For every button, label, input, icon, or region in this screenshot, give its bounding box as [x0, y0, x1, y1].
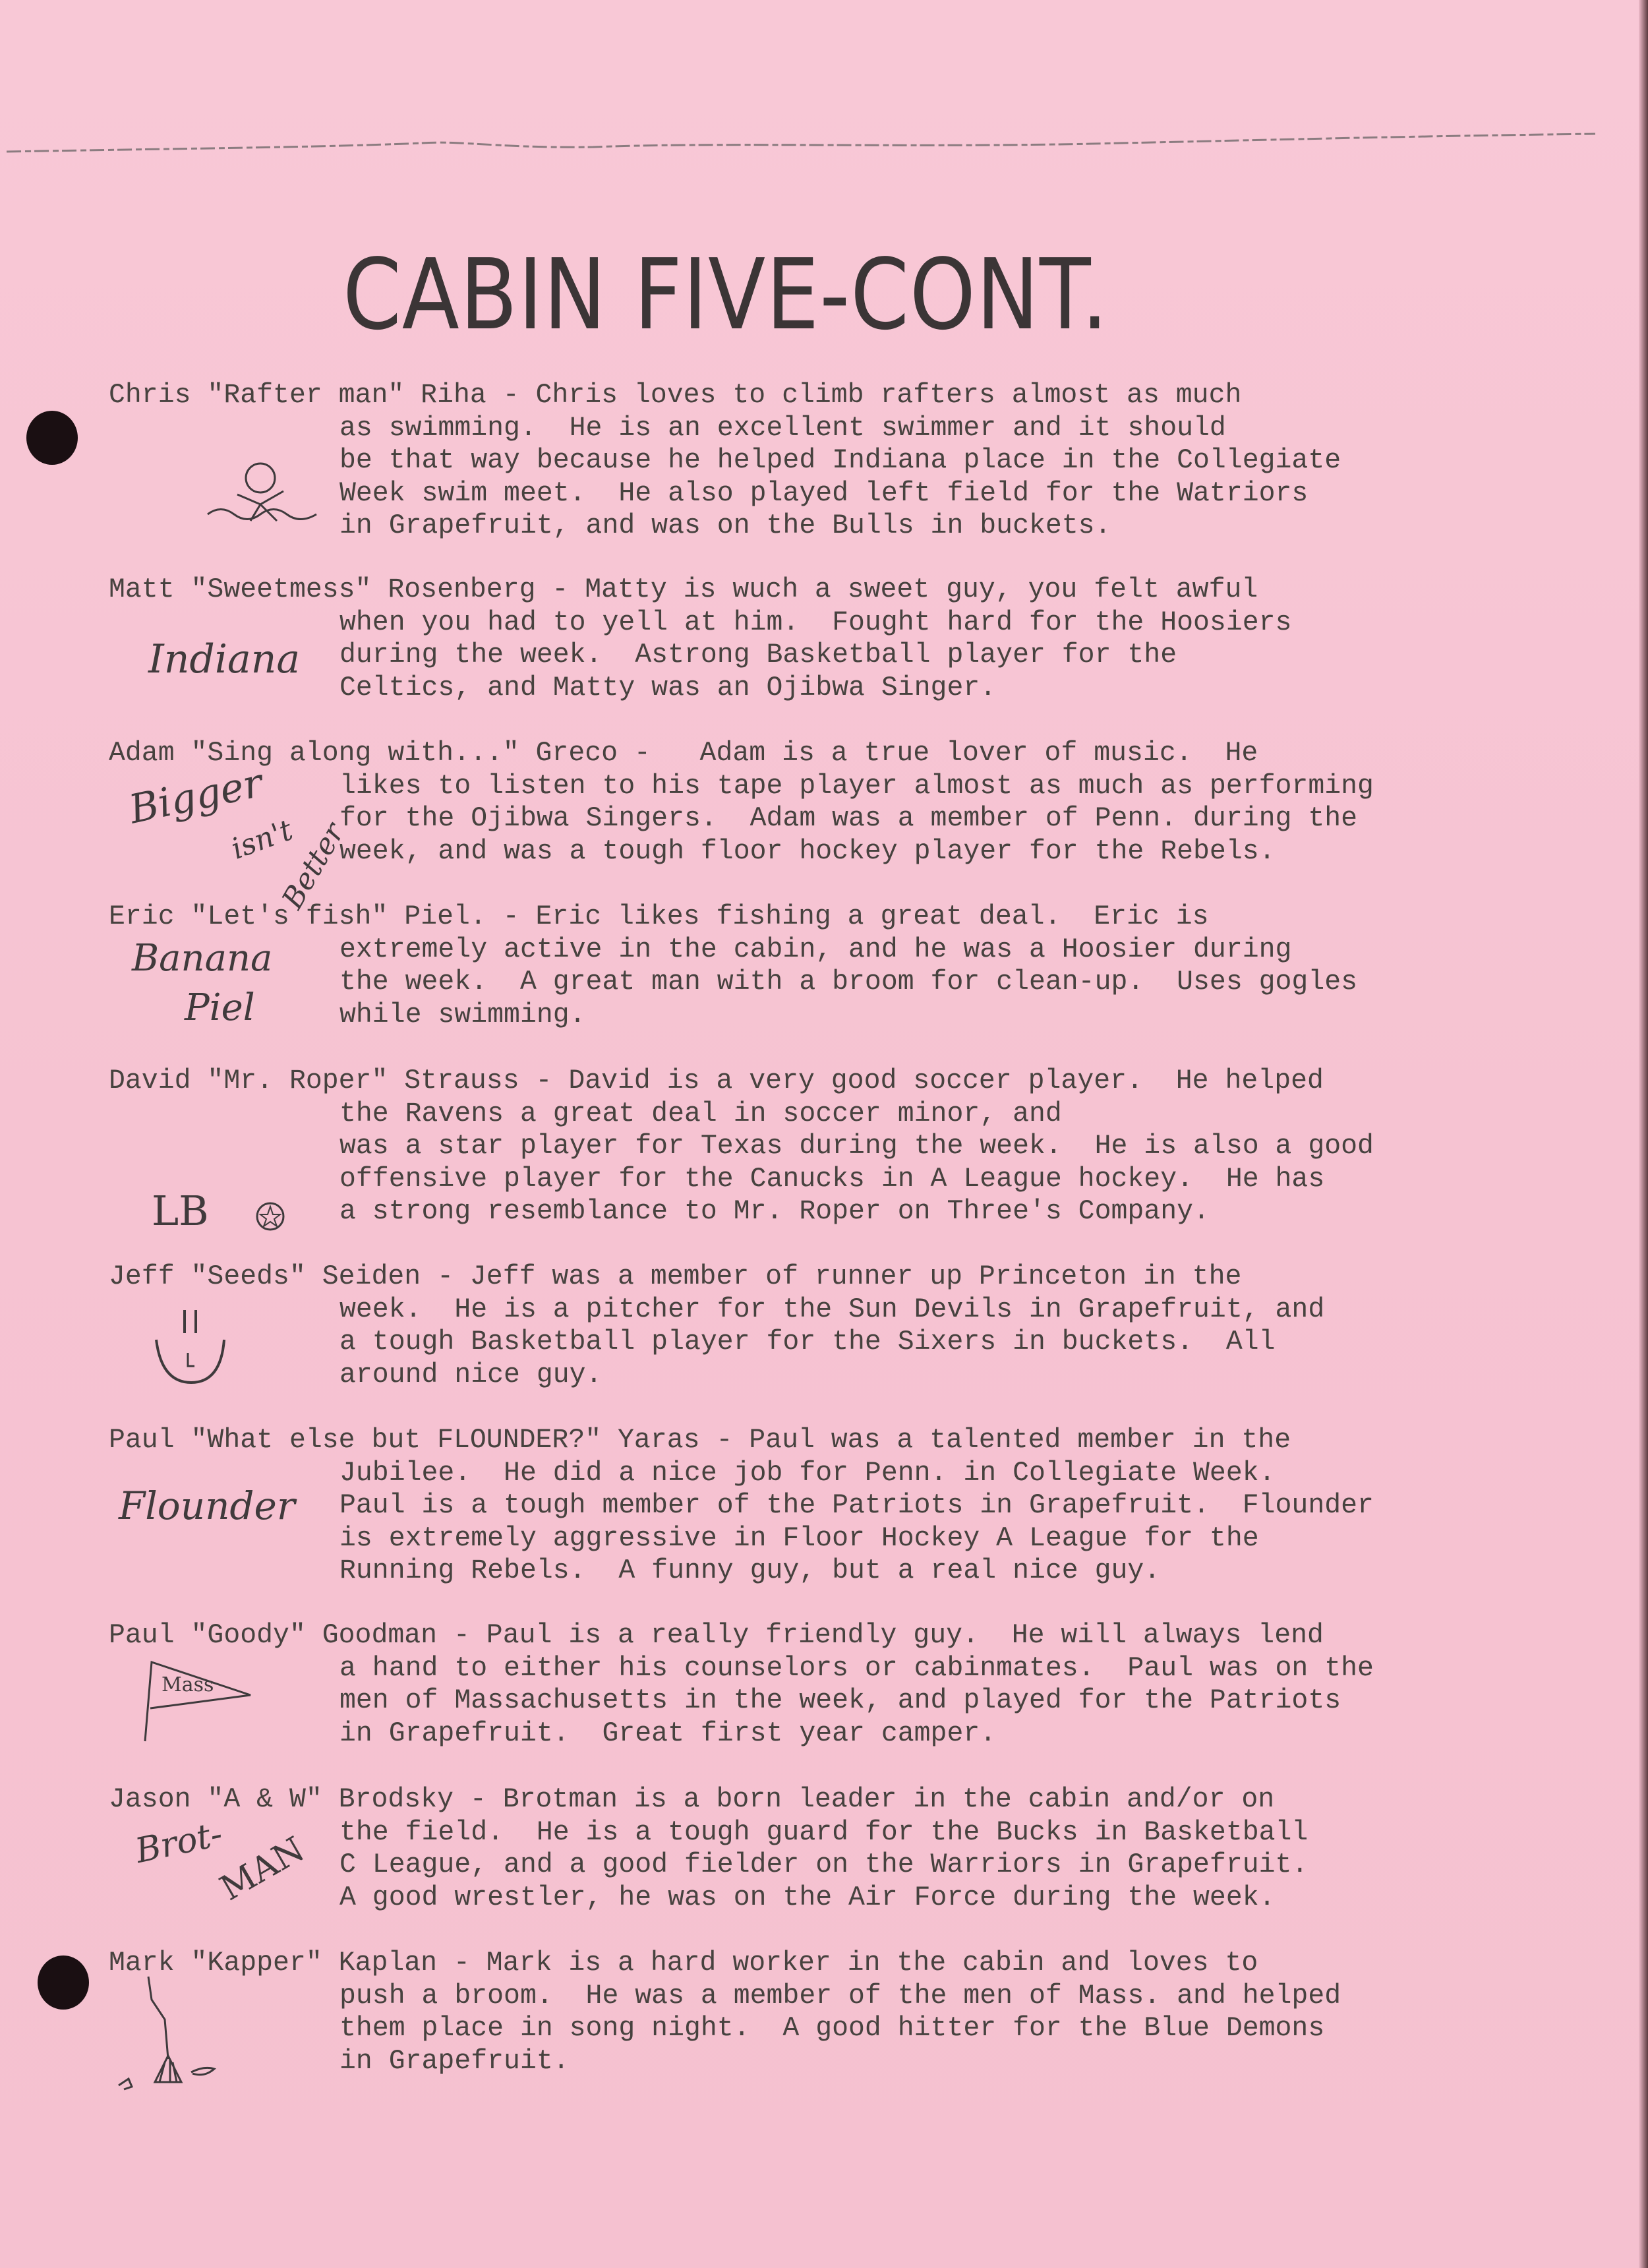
page-title: CABIN FIVE-CONT.	[343, 238, 1109, 351]
handwritten-note: Indiana	[148, 636, 301, 682]
entry-line: week. He is a pitcher for the Sun Devils in Grapefruit, and	[339, 1294, 1325, 1325]
star-circle-icon	[254, 1200, 287, 1233]
binder-hole-top	[26, 411, 78, 465]
entry-line: is extremely aggressive in Floor Hockey A League for the	[339, 1522, 1259, 1554]
entry-line: as swimming. He is an excellent swimmer and it should	[339, 412, 1226, 444]
handwritten-note: isn't	[227, 813, 297, 866]
entry-line: a hand to either his counselors or cabinmates. Paul was on the	[339, 1652, 1374, 1684]
entry-line: them place in song night. A good hitter for the Blue Demons	[339, 2013, 1325, 2044]
entry-line: for the Ojibwa Singers. Adam was a member of Penn. during the	[339, 803, 1358, 834]
entry-line: the field. He is a tough guard for the Bucks in Basketball	[339, 1816, 1309, 1848]
entry-line: offensive player for the Canucks in A League hockey. He has	[339, 1163, 1325, 1195]
entry-line: Mark "Kapper" Kaplan - Mark is a hard worker in the cabin and loves to	[109, 1948, 1258, 1979]
pennant-flag-icon	[138, 1659, 257, 1745]
handwritten-note: Banana	[132, 937, 273, 980]
entry-line: extremely active in the cabin, and he was a Hoosier during	[339, 934, 1292, 965]
entry-line: Running Rebels. A funny guy, but a real nice guy.	[339, 1555, 1161, 1586]
handwritten-note: Better	[276, 817, 351, 915]
entry-line: while swimming.	[339, 999, 586, 1030]
entry-line: in Grapefruit.	[339, 2045, 570, 2077]
entry-line: was a star player for Texas during the week. He is also a good	[339, 1131, 1374, 1162]
entry-line: Eric "Let's fish" Piel. - Eric likes fishing a great deal. Eric is	[109, 901, 1209, 932]
broom-doodle-icon	[112, 1973, 244, 2092]
entry-line: C League, and a good fielder on the Warriors in Grapefruit.	[339, 1849, 1309, 1880]
entry-line: week, and was a tough floor hockey player for the Rebels.	[339, 835, 1276, 867]
entry-line: the Ravens a great deal in soccer minor, and	[339, 1098, 1062, 1129]
entry-line: likes to listen to his tape player almost as much as performing	[339, 770, 1374, 802]
pennant-label: Mass	[162, 1673, 214, 1696]
entry-line: in Grapefruit, and was on the Bulls in buckets.	[339, 510, 1111, 541]
entry-line: David "Mr. Roper" Strauss - David is a very good soccer player. He helped	[109, 1065, 1324, 1096]
entry-line: A good wrestler, he was on the Air Force during the week.	[339, 1882, 1276, 1913]
entry-line: during the week. Astrong Basketball player for the	[339, 640, 1177, 671]
entry-line: Week swim meet. He also played left field for the Watriors	[339, 477, 1309, 509]
swimmer-doodle-icon	[204, 458, 323, 531]
entry-line: Paul "What else but FLOUNDER?" Yaras - Paul was a talented member in the	[109, 1425, 1291, 1456]
handwritten-note: LB	[152, 1187, 209, 1235]
entry-line: men of Massachusetts in the week, and played for the Patriots	[339, 1685, 1341, 1716]
entry-line: when you had to yell at him. Fought hard for the Hoosiers	[339, 607, 1292, 638]
entry-line: Adam "Sing along with..." Greco - Adam is a true lover of music. He	[109, 738, 1258, 769]
entry-line: Chris "Rafter man" Riha - Chris loves to climb rafters almost as much	[109, 380, 1242, 411]
handwritten-note: Piel	[185, 986, 255, 1029]
entry-line: the week. A great man with a broom for clean-up. Uses gogles	[339, 967, 1358, 998]
entry-line: be that way because he helped Indiana place in the Collegiate	[339, 445, 1341, 476]
entry-line: Matt "Sweetmess" Rosenberg - Matty is wuch a sweet guy, you felt awful	[109, 574, 1258, 605]
entry-line: in Grapefruit. Great first year camper.	[339, 1717, 997, 1749]
handwritten-note: Flounder	[119, 1483, 295, 1528]
handwritten-note: Bigger	[125, 760, 267, 833]
entry-line: Jason "A & W" Brodsky - Brotman is a born leader in the cabin and/or on	[109, 1784, 1275, 1815]
entry-line: Celtics, and Matty was an Ojibwa Singer.	[339, 672, 997, 703]
smiley-face-doodle-icon	[148, 1300, 234, 1392]
entry-line: Paul "Goody" Goodman - Paul is a really friendly guy. He will always lend	[109, 1620, 1324, 1651]
entry-line: a tough Basketball player for the Sixers in buckets. All	[339, 1327, 1276, 1358]
entry-line: Paul is a tough member of the Patriots in Grapefruit. Flounder	[339, 1490, 1374, 1521]
entry-line: around nice guy.	[339, 1359, 603, 1390]
entry-line: Jeff "Seeds" Seiden - Jeff was a member of runner up Princeton in the	[109, 1261, 1242, 1292]
handwritten-note: Brot-	[132, 1814, 226, 1872]
entry-line: push a broom. He was a member of the men of Mass. and helped	[339, 1980, 1341, 2012]
handwritten-note: MAN	[214, 1829, 312, 1909]
binder-hole-bottom	[38, 1955, 89, 2010]
page-edge-shadow	[1639, 0, 1648, 2268]
entry-line: Jubilee. He did a nice job for Penn. in Collegiate Week.	[339, 1457, 1276, 1489]
entry-line: a strong resemblance to Mr. Roper on Three's Company.	[339, 1196, 1210, 1227]
torn-top-edge	[0, 129, 1602, 162]
